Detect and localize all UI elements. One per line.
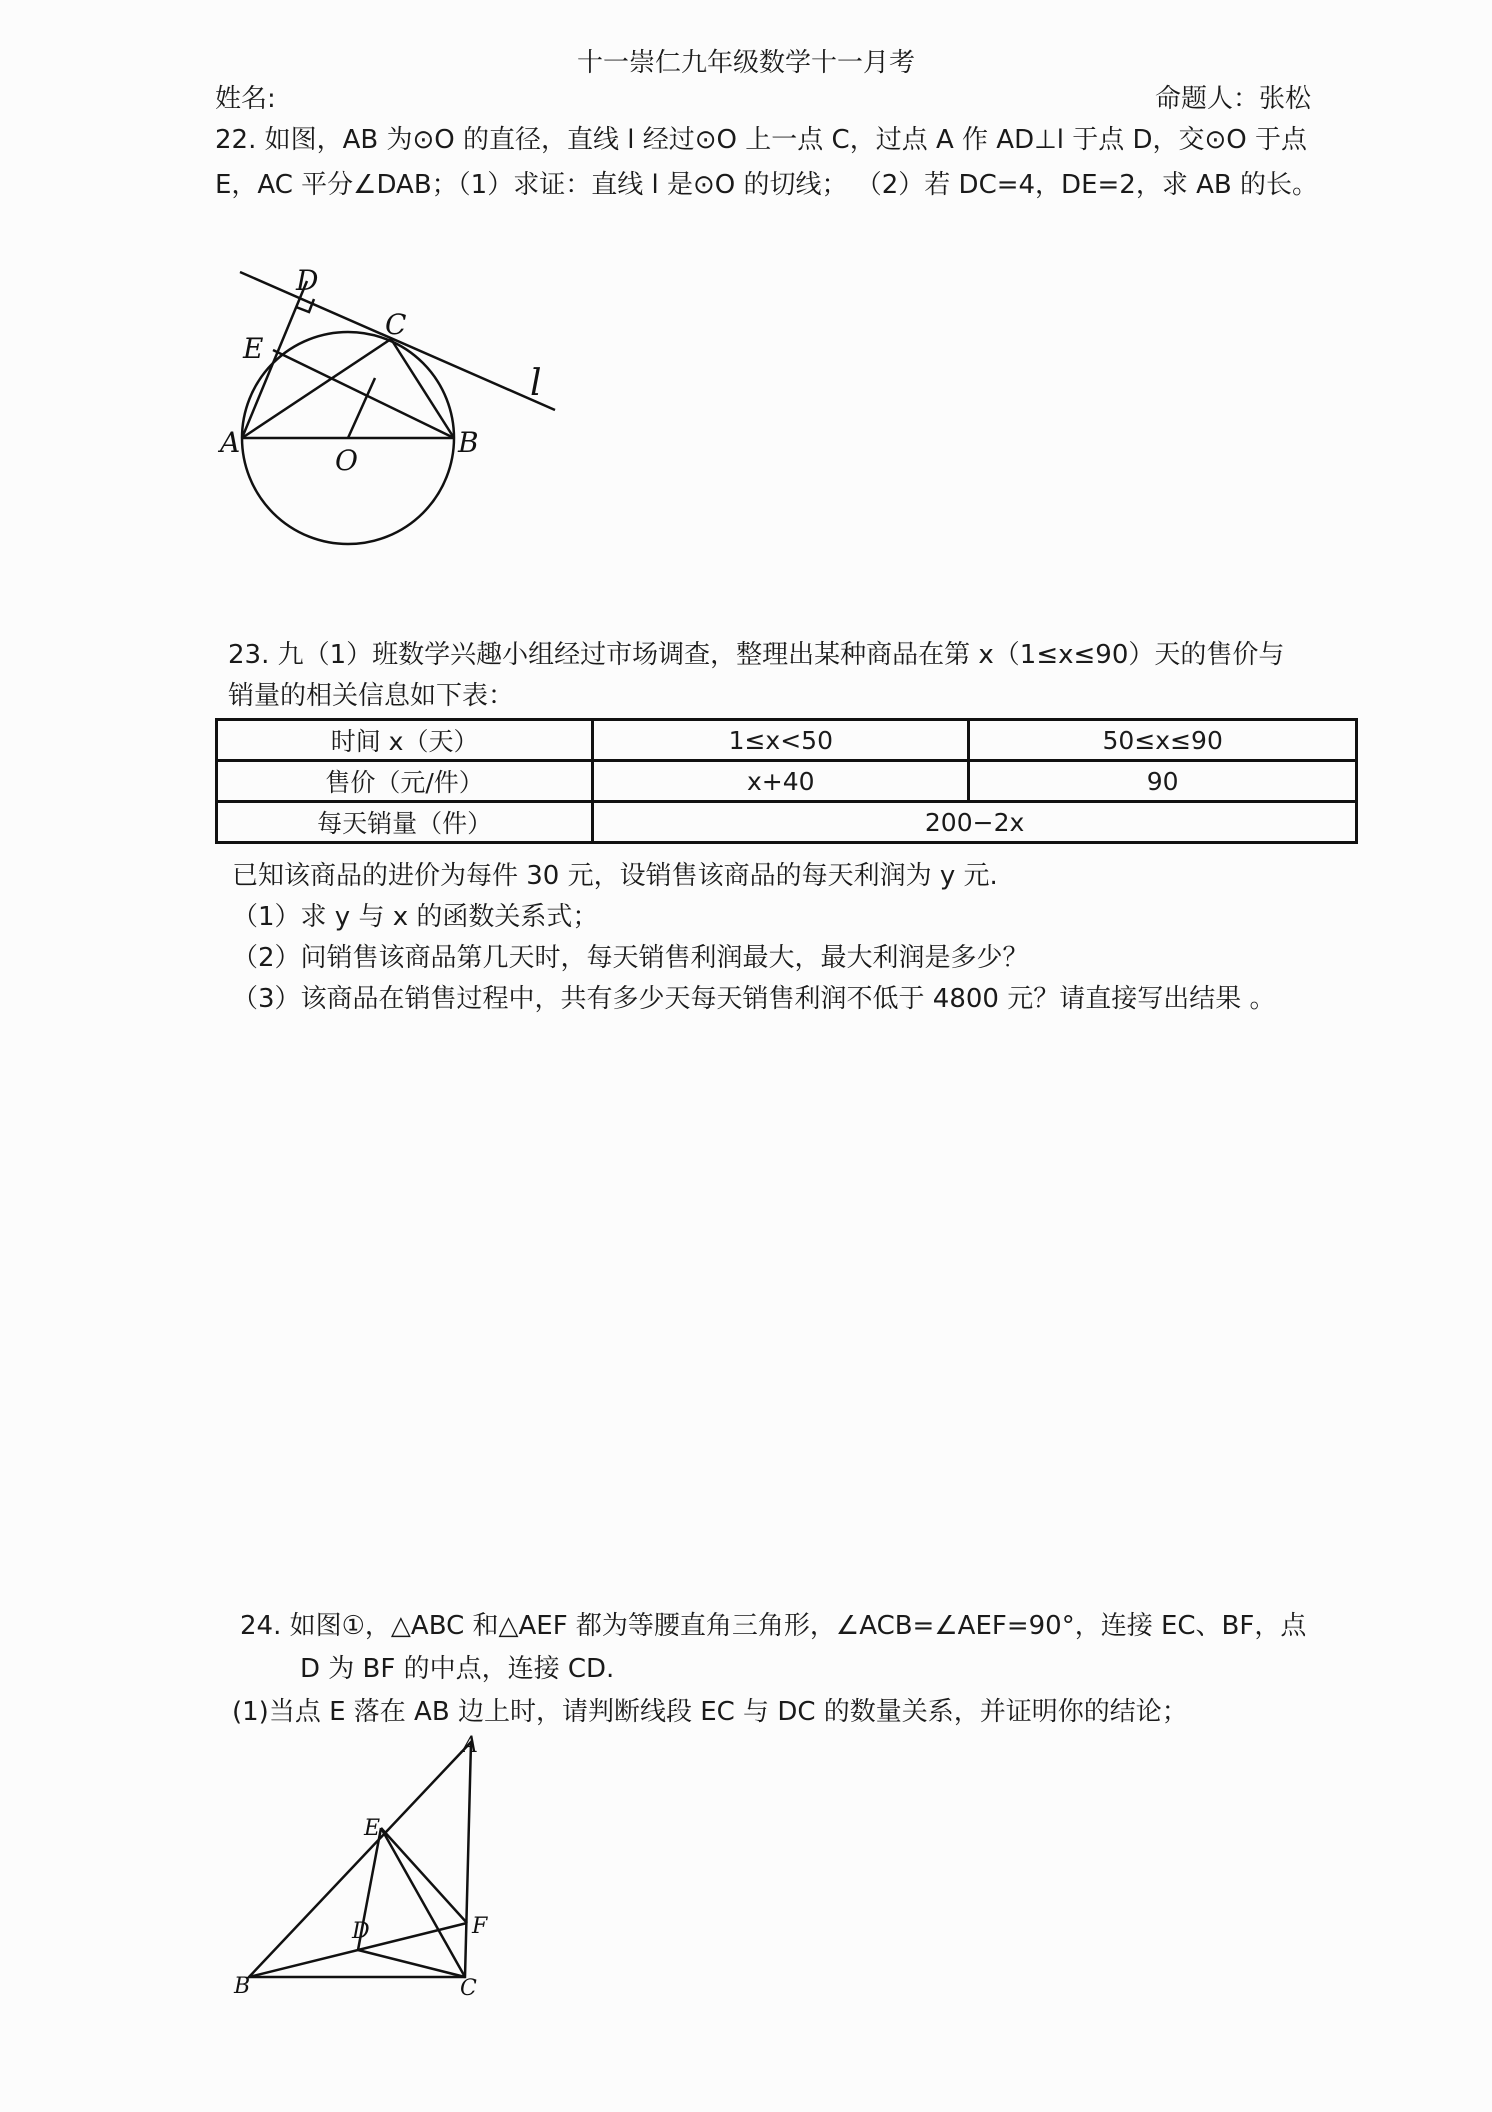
- table-row: [217, 802, 1357, 843]
- table-cell: 200−2x: [593, 802, 1357, 843]
- segment-ef: [381, 1828, 467, 1923]
- segment-dc: [358, 1950, 465, 1977]
- segment-ec: [381, 1828, 465, 1977]
- q23-line3: 已知该商品的进价为每件 30 元，设销售该商品的每天利润为 y 元.: [232, 861, 998, 891]
- label-a2: A: [462, 1733, 478, 1758]
- label-d: D: [296, 264, 319, 297]
- q24-line2: D 为 BF 的中点，连接 CD.: [300, 1654, 615, 1684]
- q24-part1: (1)当点 E 落在 AB 边上时，请判断线段 EC 与 DC 的数量关系，并证明你的结论；: [232, 1697, 1188, 1727]
- q23-line1: 23. 九（1）班数学兴趣小组经过市场调查，整理出某种商品在第 x（1≤x≤90）天的售价与: [228, 640, 1285, 670]
- label-c: C: [385, 308, 407, 341]
- table-cell: 时间 x（天）: [217, 720, 593, 761]
- q23-line2: 销量的相关信息如下表：: [228, 681, 515, 711]
- label-d2: D: [352, 1919, 370, 1944]
- label-e2: E: [364, 1816, 381, 1841]
- table-row: [217, 720, 1357, 761]
- q23-part2: （2）问销售该商品第几天时，每天销售利润最大，最大利润是多少？: [232, 943, 1029, 973]
- label-c2: C: [460, 1976, 477, 2001]
- label-b2: B: [234, 1974, 251, 1999]
- label-l: l: [530, 363, 542, 404]
- author-label: 命题人：张松: [1155, 84, 1312, 114]
- label-a: A: [220, 426, 241, 459]
- label-b: B: [458, 426, 479, 459]
- exam-title: 十一崇仁九年级数学十一月考: [576, 48, 915, 78]
- segment-ac: [242, 339, 391, 438]
- q22-line1: 22. 如图，AB 为⊙O 的直径，直线 l 经过⊙O 上一点 C，过点 A 作 AD⊥l 于点 D，交⊙O 于点: [215, 125, 1308, 155]
- table-row: [217, 761, 1357, 802]
- table-cell: 售价（元/件）: [217, 761, 593, 802]
- table-cell: 每天销量（件）: [217, 802, 593, 843]
- label-e: E: [243, 332, 264, 365]
- table-cell: 90: [969, 761, 1357, 802]
- q23-part3: （3）该商品在销售过程中，共有多少天每天销售利润不低于 4800 元？请直接写出结果 。: [232, 984, 1276, 1014]
- table-cell: x+40: [593, 761, 969, 802]
- table-cell: 50≤x≤90: [969, 720, 1357, 761]
- table-cell: 1≤x<50: [593, 720, 969, 761]
- tangent-line-l: [240, 272, 555, 410]
- name-label: 姓名:: [215, 84, 276, 114]
- label-f2: F: [472, 1914, 488, 1939]
- q24-line1: 24. 如图①，△ABC 和△AEF 都为等腰直角三角形，∠ACB=∠AEF=90°，连接 EC、BF，点: [240, 1611, 1307, 1641]
- price-sales-table: [215, 718, 1358, 844]
- q22-line2: E，AC 平分∠DAB；（1）求证：直线 l 是⊙O 的切线； （2）若 DC=4，DE=2，求 AB 的长。: [215, 170, 1318, 200]
- label-o: O: [335, 444, 358, 477]
- q23-part1: （1）求 y 与 x 的函数关系式；: [232, 902, 599, 932]
- segment-oc: [348, 378, 375, 438]
